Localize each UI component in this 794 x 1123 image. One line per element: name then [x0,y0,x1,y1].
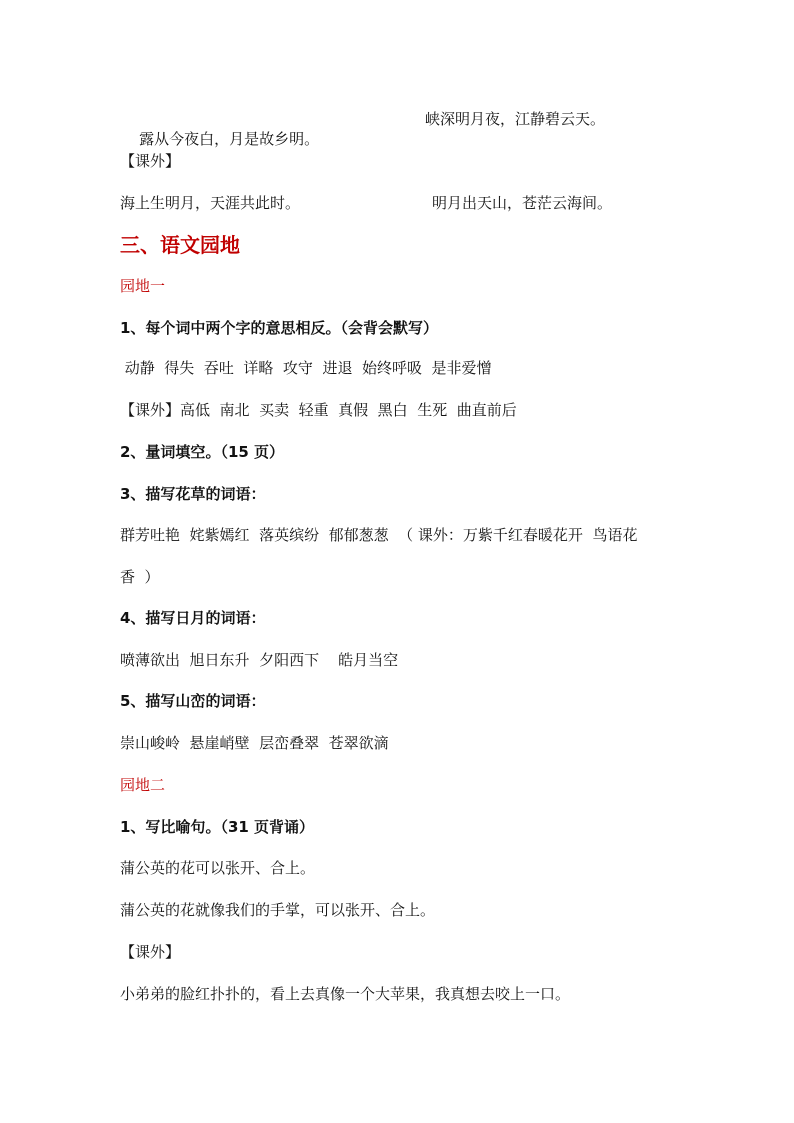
garden-1-item-1-words: 动静 得失 吞吐 详略 攻守 进退 始终呼吸 是非爱憎 [120,359,492,377]
poem-line-right: 峡深明月夜，江静碧云天。 [425,110,606,128]
garden-1-item-1-extra: 【课外】高低 南北 买卖 轻重 真假 黑白 生死 曲直前后 [120,401,517,419]
garden-2-sentence-1: 蒲公英的花可以张开、合上。 [120,859,316,877]
garden-2-label: 园地二 [120,776,166,794]
garden-1-item-3-words-2: 香 ） [120,568,160,586]
garden-2-sentence-3: 小弟弟的脸红扑扑的，看上去真像一个大苹果，我真想去咬上一口。 [120,985,571,1003]
garden-2-item-1-title: 1、写比喻句。（31 页背诵） [120,818,315,836]
garden-1-item-1-title: 1、每个词中两个字的意思相反。（会背会默写） [120,319,438,337]
garden-1-item-4-title: 4、描写日月的词语： [120,609,266,627]
garden-1-item-5-words: 崇山峻岭 悬崖峭壁 层峦叠翠 苍翠欲滴 [120,734,389,752]
poem-line-right-2: 明月出天山，苍茫云海间。 [432,194,613,212]
garden-1-item-3-title: 3、描写花草的词语： [120,485,266,503]
garden-2-extra-label: 【课外】 [120,943,181,961]
garden-1-item-2-title: 2、量词填空。（15 页） [120,443,285,461]
garden-1-item-3-words-1: 群芳吐艳 姹紫嫣红 落英缤纷 郁郁葱葱 （ 课外：万紫千红春暖花开 鸟语花 [120,526,638,544]
poem-line-left: 露从今夜白，月是故乡明。 [139,130,320,148]
garden-2-sentence-2: 蒲公英的花就像我们的手掌，可以张开、合上。 [120,901,436,919]
garden-1-label: 园地一 [120,277,166,295]
section-title: 三、语文园地 [120,233,240,257]
garden-1-item-5-title: 5、描写山峦的词语： [120,692,266,710]
extra-label: 【课外】 [120,152,181,170]
poem-line-left-2: 海上生明月，天涯共此时。 [120,194,301,212]
garden-1-item-4-words: 喷薄欲出 旭日东升 夕阳西下 皓月当空 [120,651,399,669]
